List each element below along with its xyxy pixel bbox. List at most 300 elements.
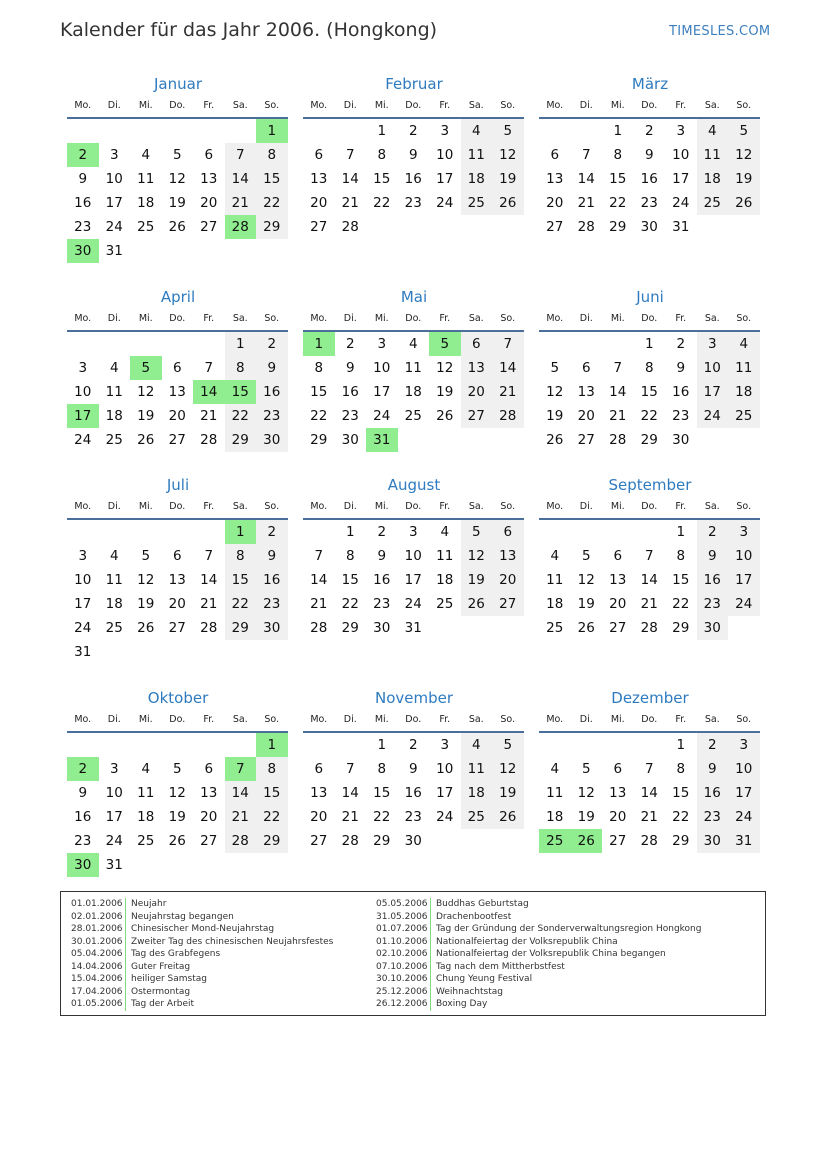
day-cell: 10	[728, 544, 760, 568]
day-cell: 6	[172, 548, 182, 564]
day-cell: 26	[137, 432, 155, 448]
holiday-name: Chinesischer Mond-Neujahrstag	[131, 924, 275, 934]
weekday-label: Mi.	[374, 100, 389, 111]
weekday-label: Mo.	[310, 313, 328, 324]
day-cell: 22	[640, 408, 658, 424]
weekday-label: Sa.	[468, 714, 484, 725]
day-cell: 23	[697, 805, 729, 829]
weekday-label: So.	[736, 313, 752, 324]
holiday-entry	[376, 998, 701, 1011]
header-divider	[67, 731, 288, 733]
weekday-label: Di.	[343, 313, 357, 324]
holiday-date: 07.10.2006	[376, 961, 431, 974]
day-cell: 14	[225, 781, 257, 805]
weekday-label: Mo.	[310, 714, 328, 725]
day-cell: 19	[168, 809, 186, 825]
weekday-label: Fr.	[203, 501, 215, 512]
day-cell: 20	[168, 596, 186, 612]
day-cell: 15	[256, 781, 288, 805]
day-cell: 3	[440, 123, 450, 139]
day-cell: 12	[137, 572, 155, 588]
day-cell: 25	[461, 191, 493, 215]
day-cell: 8	[377, 761, 387, 777]
day-cell: 9	[345, 360, 355, 376]
weekday-label: So.	[264, 501, 280, 512]
holiday-day-cell: 7	[225, 757, 257, 781]
day-cell: 16	[672, 384, 690, 400]
holiday-day-cell: 31	[366, 428, 398, 452]
day-cell: 26	[436, 408, 454, 424]
day-cell: 19	[168, 195, 186, 211]
holiday-name: Chung Yeung Festival	[436, 974, 533, 984]
weekday-label: Mo.	[310, 501, 328, 512]
day-cell: 23	[74, 219, 92, 235]
weekday-label: Mi.	[374, 313, 389, 324]
holiday-entry	[376, 973, 701, 986]
weekday-label: Mo.	[546, 714, 564, 725]
day-cell: 12	[461, 544, 493, 568]
day-cell: 28	[640, 620, 658, 636]
day-cell: 12	[577, 785, 595, 801]
day-cell: 20	[310, 195, 328, 211]
day-cell: 7	[644, 761, 654, 777]
day-cell: 16	[256, 568, 288, 592]
holiday-entry	[71, 998, 333, 1011]
weekday-header	[67, 501, 289, 515]
day-cell: 13	[577, 384, 595, 400]
holiday-name: Buddhas Geburtstag	[436, 899, 529, 909]
day-cell: 17	[697, 380, 729, 404]
holiday-day-cell: 30	[67, 853, 99, 877]
day-cell: 23	[404, 809, 422, 825]
day-cell: 8	[676, 548, 686, 564]
weekday-label: Mo.	[546, 100, 564, 111]
day-cell: 10	[404, 548, 422, 564]
day-cell: 21	[225, 191, 257, 215]
day-cell: 19	[461, 568, 493, 592]
day-cell: 28	[492, 404, 524, 428]
day-cell: 29	[310, 432, 328, 448]
day-cell: 7	[204, 360, 214, 376]
day-cell: 27	[168, 432, 186, 448]
day-cell: 22	[225, 404, 257, 428]
day-cell: 16	[404, 171, 422, 187]
day-cell: 16	[697, 568, 729, 592]
weekday-label: Mo.	[310, 100, 328, 111]
day-cell: 13	[461, 356, 493, 380]
day-cell: 14	[492, 356, 524, 380]
holiday-entry	[71, 986, 333, 999]
day-cell: 29	[256, 215, 288, 239]
holiday-entry	[376, 986, 701, 999]
day-cell: 8	[225, 356, 257, 380]
day-cell: 12	[168, 171, 186, 187]
day-cell: 21	[310, 596, 328, 612]
weekday-label: Mo.	[74, 100, 92, 111]
day-cell: 1	[345, 524, 355, 540]
day-cell: 28	[310, 620, 328, 636]
day-cell: 22	[672, 596, 690, 612]
holiday-entry	[71, 923, 333, 936]
day-cell: 1	[377, 123, 387, 139]
day-cell: 10	[373, 360, 391, 376]
weekday-label: Fr.	[203, 100, 215, 111]
day-cell: 21	[640, 809, 658, 825]
day-cell: 22	[341, 596, 359, 612]
holiday-date: 14.04.2006	[71, 961, 126, 974]
day-cell: 10	[697, 356, 729, 380]
holiday-name: Neujahrstag begangen	[131, 911, 234, 922]
day-cell: 8	[377, 147, 387, 163]
day-cell: 7	[204, 548, 214, 564]
day-cell: 4	[550, 548, 560, 564]
day-cell: 24	[728, 805, 760, 829]
day-cell: 13	[609, 785, 627, 801]
day-cell: 12	[168, 785, 186, 801]
day-cell: 28	[200, 432, 218, 448]
day-cell: 11	[105, 572, 123, 588]
day-cell: 9	[408, 147, 418, 163]
day-cell: 9	[697, 757, 729, 781]
weekday-header	[539, 100, 761, 114]
day-cell: 3	[676, 123, 686, 139]
day-cell: 15	[373, 785, 391, 801]
holiday-day-cell: 30	[67, 239, 99, 263]
weekday-label: Sa.	[468, 100, 484, 111]
weekday-label: Mi.	[610, 714, 625, 725]
day-cell: 17	[436, 785, 454, 801]
day-cell: 18	[546, 809, 564, 825]
day-cell: 17	[404, 572, 422, 588]
weekday-label: Di.	[579, 714, 593, 725]
month-name: Juli	[166, 476, 190, 494]
holiday-date: 05.05.2006	[376, 898, 431, 911]
day-cell: 15	[256, 167, 288, 191]
day-cell: 4	[141, 147, 151, 163]
day-cell: 4	[141, 761, 151, 777]
day-cell: 24	[697, 404, 729, 428]
weekday-label: Mo.	[74, 501, 92, 512]
day-cell: 18	[461, 167, 493, 191]
day-cell: 29	[609, 219, 627, 235]
day-cell: 22	[256, 191, 288, 215]
holiday-name: Tag der Arbeit	[131, 999, 195, 1009]
day-cell: 2	[697, 520, 729, 544]
day-cell: 2	[644, 123, 654, 139]
day-cell: 31	[105, 243, 123, 259]
day-cell: 23	[373, 596, 391, 612]
holiday-day-cell: 26	[571, 829, 603, 853]
day-cell: 24	[74, 620, 92, 636]
day-cell: 2	[345, 336, 355, 352]
day-cell: 9	[697, 544, 729, 568]
day-cell: 7	[225, 143, 257, 167]
day-cell: 29	[256, 829, 288, 853]
day-cell: 29	[640, 432, 658, 448]
day-cell: 31	[105, 857, 123, 873]
day-cell: 20	[492, 568, 524, 592]
day-cell: 6	[581, 360, 591, 376]
day-cell: 4	[550, 761, 560, 777]
day-cell: 6	[314, 147, 324, 163]
day-cell: 17	[436, 171, 454, 187]
day-cell: 10	[436, 761, 454, 777]
holiday-entry	[71, 961, 333, 974]
holiday-entry	[376, 961, 701, 974]
day-cell: 12	[492, 757, 524, 781]
weekday-label: Di.	[579, 313, 593, 324]
day-cell: 30	[256, 616, 288, 640]
day-cell: 18	[105, 596, 123, 612]
day-cell: 9	[408, 761, 418, 777]
day-cell: 20	[609, 809, 627, 825]
holiday-date: 26.12.2006	[376, 998, 431, 1011]
day-cell: 30	[341, 432, 359, 448]
holiday-date: 17.04.2006	[71, 986, 126, 999]
day-cell: 3	[109, 147, 119, 163]
day-cell: 24	[373, 408, 391, 424]
day-cell: 10	[436, 147, 454, 163]
day-cell: 3	[440, 737, 450, 753]
holiday-name: Zweiter Tag des chinesischen Neujahrsfestes	[131, 936, 334, 947]
weekday-label: Sa.	[704, 313, 720, 324]
day-cell: 29	[225, 616, 257, 640]
holiday-name: Guter Freitag	[131, 961, 191, 972]
day-cell: 3	[728, 520, 760, 544]
weekday-label: Fr.	[439, 501, 451, 512]
day-cell: 5	[492, 733, 524, 757]
day-cell: 10	[74, 572, 92, 588]
day-cell: 24	[105, 219, 123, 235]
weekday-header	[539, 501, 761, 515]
day-cell: 11	[728, 356, 760, 380]
day-cell: 14	[640, 572, 658, 588]
day-cell: 4	[728, 332, 760, 356]
month-name: September	[608, 476, 692, 494]
weekday-label: Mo.	[74, 714, 92, 725]
weekday-label: So.	[264, 100, 280, 111]
day-cell: 23	[341, 408, 359, 424]
weekday-label: So.	[264, 313, 280, 324]
day-cell: 21	[225, 805, 257, 829]
day-cell: 6	[550, 147, 560, 163]
day-cell: 27	[168, 620, 186, 636]
day-cell: 23	[256, 404, 288, 428]
day-cell: 3	[109, 761, 119, 777]
month-name: Januar	[154, 75, 202, 93]
day-cell: 4	[461, 119, 493, 143]
day-cell: 7	[345, 761, 355, 777]
day-cell: 3	[78, 548, 88, 564]
day-cell: 5	[492, 119, 524, 143]
month-name: Oktober	[147, 689, 209, 707]
day-cell: 28	[609, 432, 627, 448]
day-cell: 11	[461, 143, 493, 167]
day-cell: 16	[697, 781, 729, 805]
day-cell: 2	[676, 336, 686, 352]
day-cell: 21	[341, 195, 359, 211]
day-cell: 8	[256, 143, 288, 167]
day-cell: 13	[609, 572, 627, 588]
holiday-day-cell: 1	[303, 332, 335, 356]
day-cell: 23	[640, 195, 658, 211]
weekday-header	[67, 100, 289, 114]
weekday-label: Mi.	[138, 501, 153, 512]
weekday-label: So.	[500, 714, 516, 725]
day-cell: 29	[373, 833, 391, 849]
day-cell: 15	[672, 572, 690, 588]
day-cell: 5	[461, 520, 493, 544]
month-name: Juni	[636, 288, 664, 306]
holiday-entry	[71, 948, 333, 961]
holiday-name: Boxing Day	[436, 999, 488, 1009]
day-cell: 14	[577, 171, 595, 187]
day-cell: 12	[728, 143, 760, 167]
holiday-entry	[376, 923, 701, 936]
weekday-label: Sa.	[468, 313, 484, 324]
day-cell: 7	[613, 360, 623, 376]
day-cell: 10	[105, 785, 123, 801]
holiday-day-cell: 2	[67, 757, 99, 781]
holiday-day-cell: 1	[256, 733, 288, 757]
day-cell: 13	[310, 171, 328, 187]
weekday-label: So.	[736, 501, 752, 512]
day-cell: 17	[74, 596, 92, 612]
day-cell: 26	[461, 592, 493, 616]
day-cell: 5	[728, 119, 760, 143]
weekday-header	[303, 313, 525, 327]
day-cell: 6	[461, 332, 493, 356]
weekday-label: Mi.	[610, 100, 625, 111]
day-cell: 30	[404, 833, 422, 849]
day-cell: 19	[577, 596, 595, 612]
day-cell: 20	[609, 596, 627, 612]
weekday-label: Do.	[169, 313, 186, 324]
day-cell: 22	[672, 809, 690, 825]
weekday-label: Di.	[107, 100, 121, 111]
day-cell: 19	[492, 167, 524, 191]
day-cell: 28	[341, 219, 359, 235]
day-cell: 27	[546, 219, 564, 235]
holiday-date: 30.01.2006	[71, 936, 126, 949]
day-cell: 1	[377, 737, 387, 753]
day-cell: 1	[676, 737, 686, 753]
weekday-label: Mo.	[546, 313, 564, 324]
weekday-label: So.	[500, 501, 516, 512]
weekday-label: Do.	[405, 100, 422, 111]
day-cell: 23	[256, 592, 288, 616]
weekday-label: Di.	[343, 501, 357, 512]
day-cell: 20	[200, 195, 218, 211]
day-cell: 30	[672, 432, 690, 448]
day-cell: 1	[225, 332, 257, 356]
day-cell: 11	[461, 757, 493, 781]
day-cell: 26	[492, 191, 524, 215]
day-cell: 27	[310, 219, 328, 235]
holiday-date: 01.01.2006	[71, 898, 126, 911]
month-name: November	[374, 689, 454, 707]
day-cell: 16	[640, 171, 658, 187]
day-cell: 13	[168, 572, 186, 588]
weekday-label: Di.	[579, 501, 593, 512]
day-cell: 24	[672, 195, 690, 211]
day-cell: 11	[105, 384, 123, 400]
day-cell: 18	[546, 596, 564, 612]
month-name: Februar	[385, 75, 443, 93]
day-cell: 21	[577, 195, 595, 211]
day-cell: 10	[105, 171, 123, 187]
day-cell: 26	[546, 432, 564, 448]
day-cell: 12	[137, 384, 155, 400]
day-cell: 11	[697, 143, 729, 167]
holiday-entry	[376, 936, 701, 949]
weekday-label: Mi.	[138, 100, 153, 111]
weekday-label: Di.	[343, 714, 357, 725]
weekday-label: Do.	[169, 501, 186, 512]
day-cell: 19	[546, 408, 564, 424]
day-cell: 25	[137, 833, 155, 849]
day-cell: 6	[172, 360, 182, 376]
day-cell: 27	[609, 620, 627, 636]
day-cell: 20	[461, 380, 493, 404]
day-cell: 24	[728, 592, 760, 616]
day-cell: 24	[404, 596, 422, 612]
day-cell: 30	[697, 829, 729, 853]
weekday-label: Mi.	[138, 313, 153, 324]
weekday-label: Sa.	[232, 100, 248, 111]
day-cell: 19	[137, 596, 155, 612]
day-cell: 19	[137, 408, 155, 424]
holiday-name: Weihnachtstag	[436, 986, 503, 997]
weekday-label: Sa.	[704, 714, 720, 725]
day-cell: 3	[78, 360, 88, 376]
day-cell: 12	[546, 384, 564, 400]
day-cell: 18	[404, 384, 422, 400]
day-cell: 20	[310, 809, 328, 825]
month-name: Dezember	[611, 689, 689, 707]
day-cell: 31	[672, 219, 690, 235]
brand-logo-text[interactable]: TIMESLES.COM	[669, 24, 771, 39]
holiday-date: 01.07.2006	[376, 923, 431, 936]
day-cell: 31	[404, 620, 422, 636]
day-cell: 13	[546, 171, 564, 187]
day-cell: 17	[373, 384, 391, 400]
day-cell: 19	[577, 809, 595, 825]
day-cell: 7	[492, 332, 524, 356]
day-cell: 26	[137, 620, 155, 636]
day-cell: 2	[697, 733, 729, 757]
holiday-name: Tag nach dem Mittherbstfest	[436, 961, 565, 972]
day-cell: 3	[728, 733, 760, 757]
holiday-entry	[376, 898, 701, 911]
holiday-date: 25.12.2006	[376, 986, 431, 999]
day-cell: 15	[640, 384, 658, 400]
day-cell: 30	[373, 620, 391, 636]
day-cell: 22	[256, 805, 288, 829]
day-cell: 11	[436, 548, 454, 564]
day-cell: 4	[408, 336, 418, 352]
day-cell: 24	[436, 195, 454, 211]
holiday-name: Drachenbootfest	[436, 911, 512, 922]
day-cell: 15	[609, 171, 627, 187]
weekday-label: So.	[500, 100, 516, 111]
day-cell: 12	[492, 143, 524, 167]
weekday-label: Mi.	[374, 501, 389, 512]
day-cell: 8	[314, 360, 324, 376]
day-cell: 13	[168, 384, 186, 400]
day-cell: 25	[137, 219, 155, 235]
day-cell: 18	[697, 167, 729, 191]
